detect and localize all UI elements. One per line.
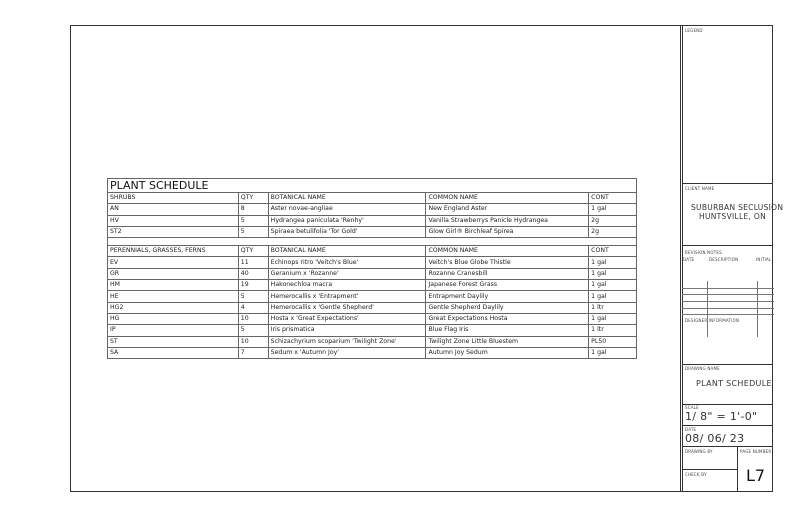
header-cell: BOTANICAL NAME bbox=[268, 193, 426, 204]
table-row bbox=[108, 336, 637, 347]
table-cell: Blue Flag Iris bbox=[426, 325, 589, 336]
table-row bbox=[108, 226, 637, 237]
separator-check bbox=[682, 469, 737, 470]
table-cell: 5 bbox=[238, 215, 268, 226]
table-cell: Echinops ritro 'Veitch's Blue' bbox=[268, 257, 426, 268]
separator-page bbox=[737, 446, 738, 492]
table-cell: 1 gal bbox=[589, 347, 637, 358]
separator-legend bbox=[682, 183, 772, 184]
scale-label: SCALE bbox=[685, 405, 699, 410]
table-cell: PL50 bbox=[589, 336, 637, 347]
header-cell: QTY bbox=[238, 246, 268, 257]
separator-date bbox=[682, 446, 772, 447]
revision-col-description: DESCRIPTION bbox=[709, 257, 739, 262]
table-cell: 1 gal bbox=[589, 257, 637, 268]
table-cell: 2g bbox=[589, 215, 637, 226]
table-cell: HV bbox=[108, 215, 239, 226]
table-cell: 5 bbox=[238, 226, 268, 237]
table-cell: 11 bbox=[238, 257, 268, 268]
table-row bbox=[108, 257, 637, 268]
table-cell: GR bbox=[108, 268, 239, 279]
table-cell: Glow Girl® Birchleaf Spirea bbox=[426, 226, 589, 237]
table-cell: AN bbox=[108, 204, 239, 215]
header-cell: BOTANICAL NAME bbox=[268, 246, 426, 257]
table-row bbox=[108, 347, 637, 358]
table-cell: Entrapment Daylily bbox=[426, 291, 589, 302]
header-cell: COMMON NAME bbox=[426, 246, 589, 257]
designer-label: DESIGNER INFORMATION bbox=[685, 318, 740, 323]
table-cell: Hemerocallis x 'Entrapment' bbox=[268, 291, 426, 302]
table-cell: 4 bbox=[238, 302, 268, 313]
table-gap-row bbox=[108, 238, 637, 246]
table-cell: Iris prismatica bbox=[268, 325, 426, 336]
table-cell: 1 gal bbox=[589, 313, 637, 324]
table-cell: Schizachyrium scoparium 'Twilight Zone' bbox=[268, 336, 426, 347]
header-cell: SHRUBS bbox=[108, 193, 239, 204]
table-row bbox=[108, 302, 637, 313]
table-cell: HG2 bbox=[108, 302, 239, 313]
schedule-title: PLANT SCHEDULE bbox=[108, 179, 637, 193]
table-cell: Spiraea betulifolia 'Tor Gold' bbox=[268, 226, 426, 237]
table-cell: 10 bbox=[238, 336, 268, 347]
separator-client bbox=[682, 245, 772, 246]
header-cell: CONT bbox=[589, 193, 637, 204]
drawing-by-label: DRAWING BY bbox=[685, 449, 713, 454]
check-by-label: CHECK BY bbox=[685, 472, 707, 477]
table-cell: 40 bbox=[238, 268, 268, 279]
table-cell: HM bbox=[108, 280, 239, 291]
table-cell: Japanese Forest Grass bbox=[426, 280, 589, 291]
table-cell: 19 bbox=[238, 280, 268, 291]
shrubs-header-row bbox=[108, 193, 637, 204]
scale-value: 1/ 8" = 1'-0" bbox=[685, 410, 758, 423]
header-cell: PERENNIALS, GRASSES, FERNS bbox=[108, 246, 239, 257]
table-cell: Hakonechloa macra bbox=[268, 280, 426, 291]
table-row bbox=[108, 204, 637, 215]
table-cell: Autumn Joy Sedum bbox=[426, 347, 589, 358]
table-cell: 1 gal bbox=[589, 268, 637, 279]
table-cell: ST bbox=[108, 336, 239, 347]
table-cell: 2g bbox=[589, 226, 637, 237]
date-label: DATE bbox=[685, 427, 697, 432]
table-cell: Gentle Shepherd Daylily bbox=[426, 302, 589, 313]
plant-schedule-table bbox=[107, 178, 637, 359]
revision-col-date: DATE bbox=[683, 257, 695, 262]
table-cell: 5 bbox=[238, 291, 268, 302]
table-cell: Twilight Zone Little Bluestem bbox=[426, 336, 589, 347]
table-cell: Geranium x 'Rozanne' bbox=[268, 268, 426, 279]
date-value: 08/ 06/ 23 bbox=[685, 432, 745, 445]
table-cell: 8 bbox=[238, 204, 268, 215]
table-row bbox=[108, 291, 637, 302]
separator-designer bbox=[682, 364, 772, 365]
legend-label: LEGEND bbox=[685, 28, 703, 33]
table-cell: Hydrangea paniculata 'Renhy' bbox=[268, 215, 426, 226]
table-cell: Hemerocallis x 'Gentle Shepherd' bbox=[268, 302, 426, 313]
table-cell: Great Expectations Hosta bbox=[426, 313, 589, 324]
client-name: SUBURBAN SECLUSION bbox=[691, 203, 784, 212]
table-cell: 1 gal bbox=[589, 204, 637, 215]
header-cell: QTY bbox=[238, 193, 268, 204]
header-cell: COMMON NAME bbox=[426, 193, 589, 204]
revision-label: REVISION NOTES bbox=[685, 250, 722, 255]
page-number-label: PAGE NUMBER bbox=[740, 449, 772, 454]
table-cell: HG bbox=[108, 313, 239, 324]
table-row bbox=[108, 280, 637, 291]
table-cell: ST2 bbox=[108, 226, 239, 237]
table-cell: Sedum x 'Autumn Joy' bbox=[268, 347, 426, 358]
table-cell: IP bbox=[108, 325, 239, 336]
table-cell: EV bbox=[108, 257, 239, 268]
drawing-name-label: DRAWING NAME bbox=[685, 366, 720, 371]
table-cell: 1 ltr bbox=[589, 302, 637, 313]
drawing-name-value: PLANT SCHEDULE bbox=[696, 379, 772, 388]
client-location: HUNTSVILLE, ON bbox=[699, 212, 767, 221]
table-cell: 1 gal bbox=[589, 291, 637, 302]
table-cell: SA bbox=[108, 347, 239, 358]
table-cell: Rozanne Cranesbill bbox=[426, 268, 589, 279]
table-row bbox=[108, 313, 637, 324]
table-row bbox=[108, 325, 637, 336]
table-cell: 1 ltr bbox=[589, 325, 637, 336]
table-cell: HE bbox=[108, 291, 239, 302]
client-label: CLIENT NAME bbox=[685, 186, 715, 191]
table-cell: 10 bbox=[238, 313, 268, 324]
header-cell: CONT bbox=[589, 246, 637, 257]
page-number: L7 bbox=[746, 466, 766, 485]
table-row bbox=[108, 215, 637, 226]
table-cell: Hosta x 'Great Expectations' bbox=[268, 313, 426, 324]
separator-scale bbox=[682, 425, 772, 426]
table-cell: 5 bbox=[238, 325, 268, 336]
table-cell: Vanilla Strawberrys Panicle Hydrangea bbox=[426, 215, 589, 226]
table-row bbox=[108, 268, 637, 279]
revision-grid bbox=[682, 281, 774, 337]
table-cell: Veitch's Blue Globe Thistle bbox=[426, 257, 589, 268]
table-cell: New England Aster bbox=[426, 204, 589, 215]
perennials-header-row bbox=[108, 246, 637, 257]
revision-col-initial: INITIAL bbox=[756, 257, 772, 262]
table-cell: Aster novae-angliae bbox=[268, 204, 426, 215]
table-cell: 1 gal bbox=[589, 280, 637, 291]
table-cell: 7 bbox=[238, 347, 268, 358]
